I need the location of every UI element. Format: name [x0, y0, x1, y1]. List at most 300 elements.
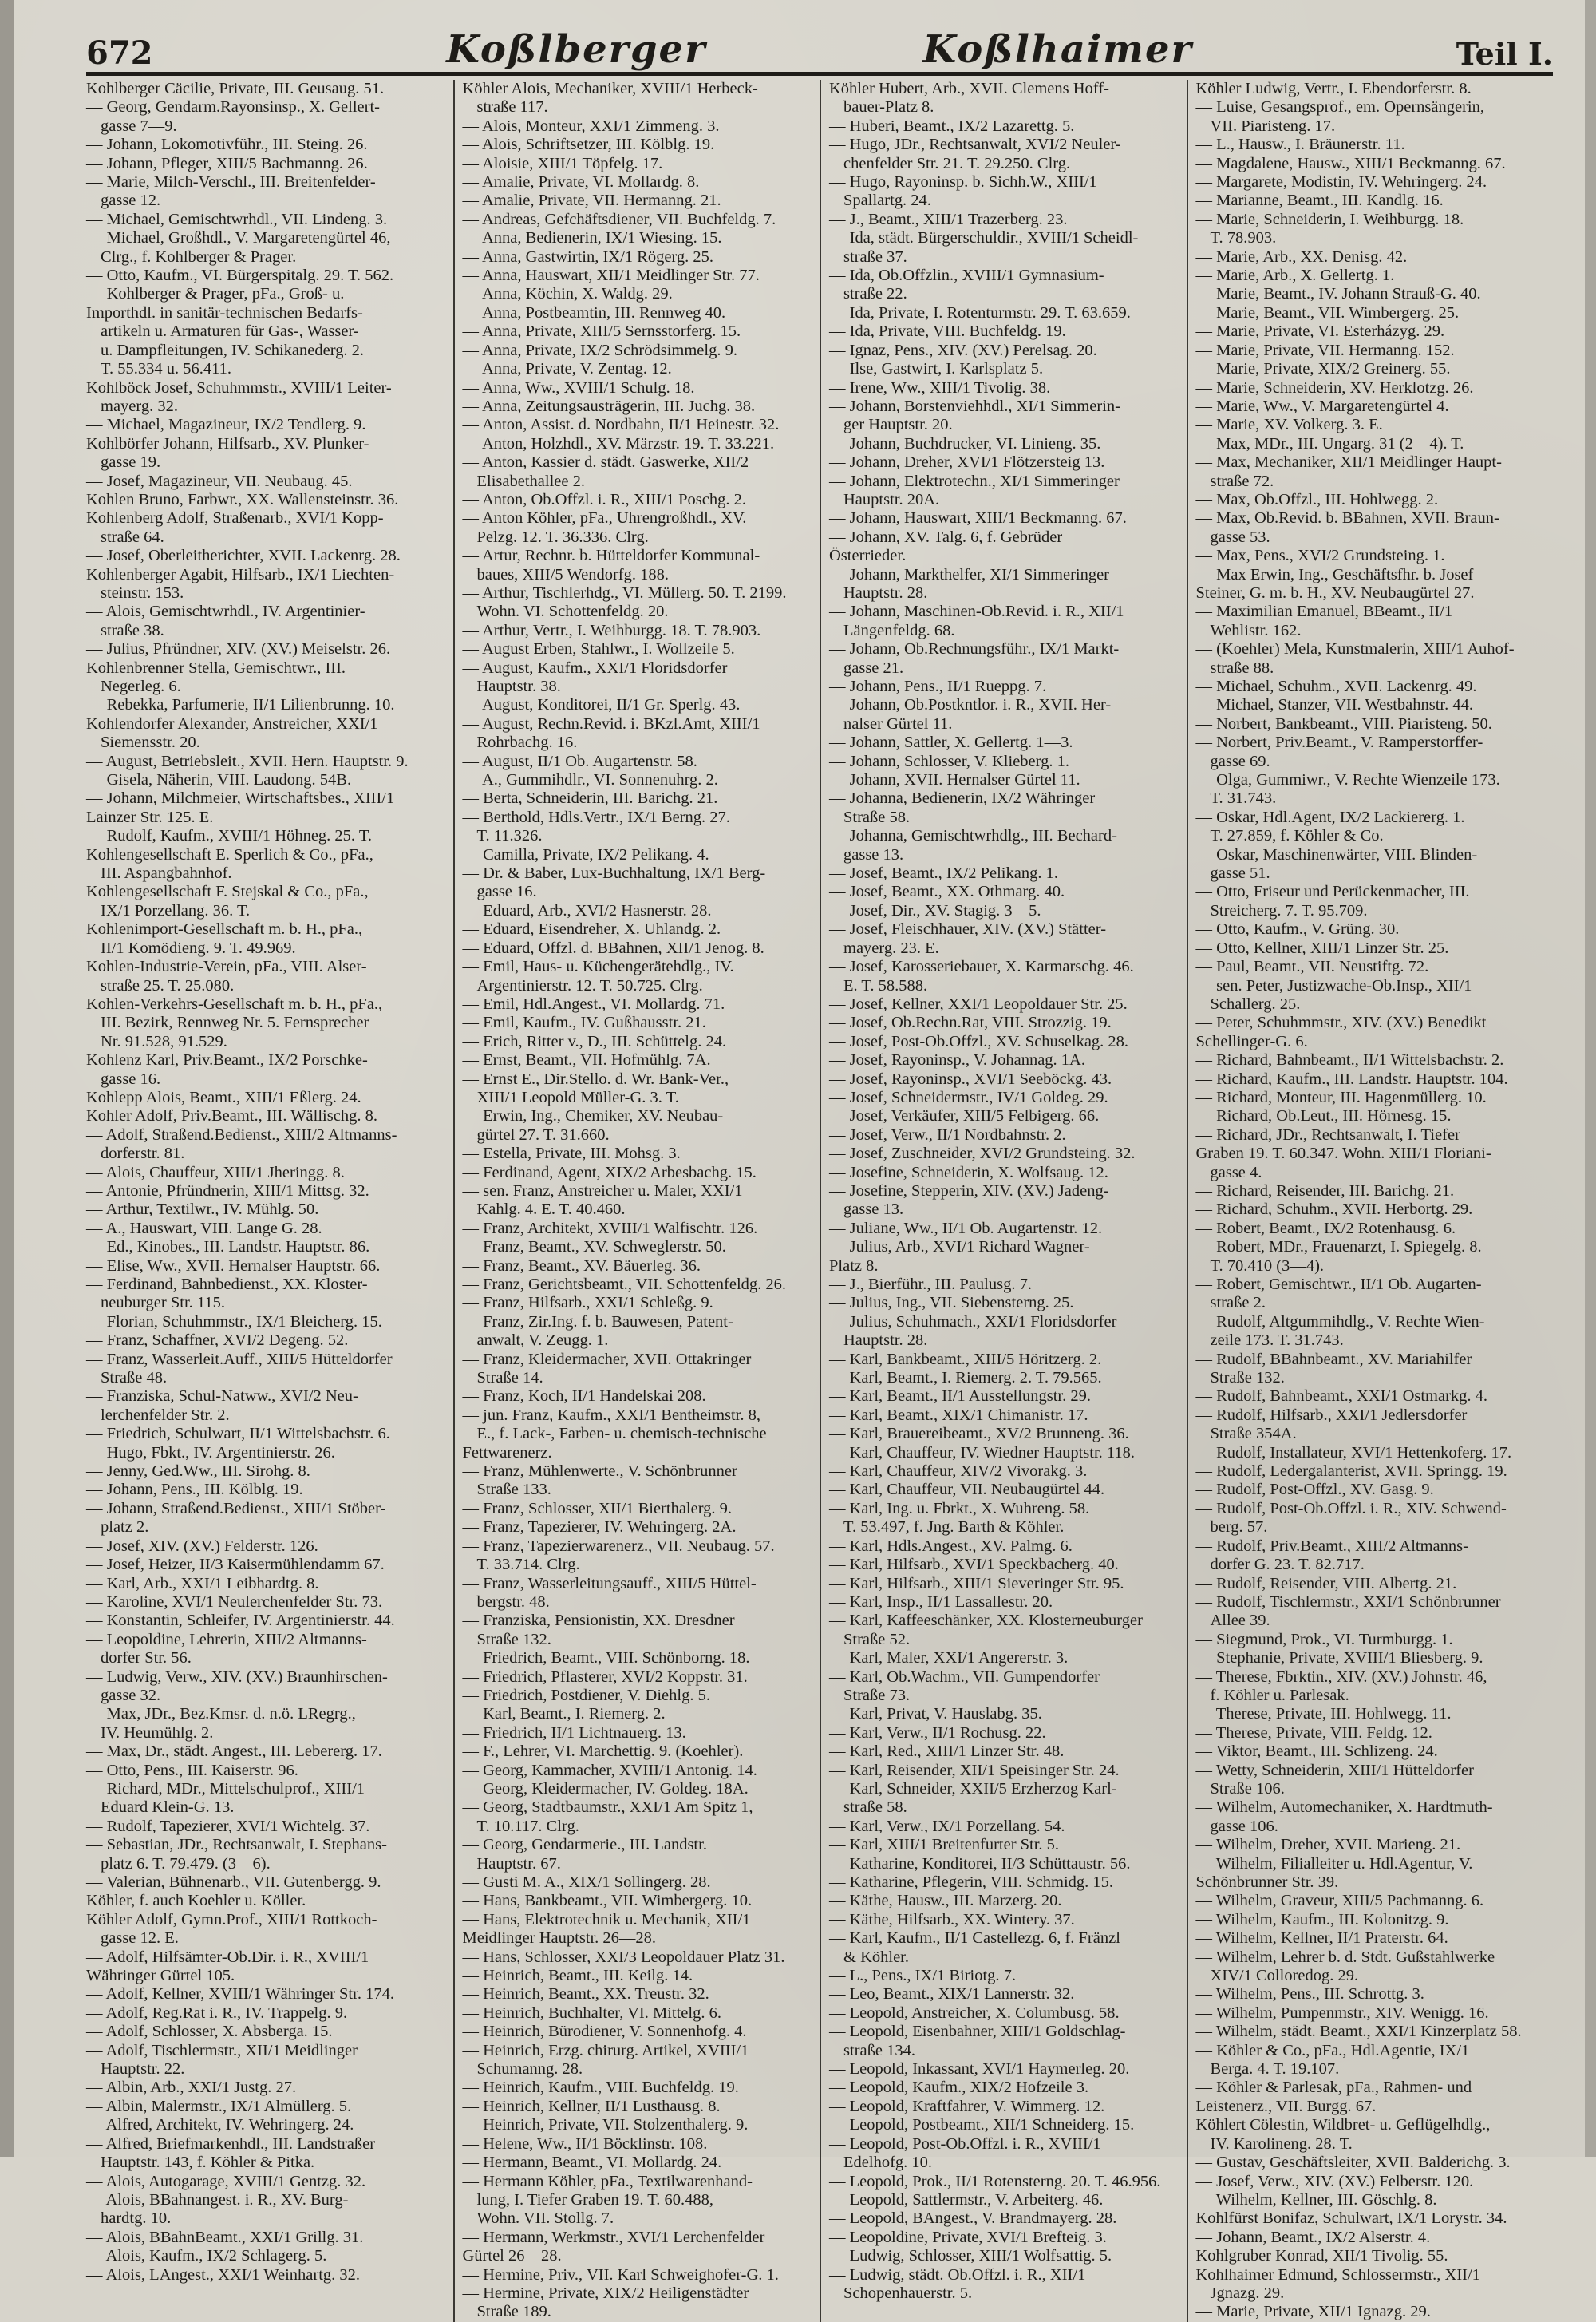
directory-entry-line: — Helene, Ww., II/1 Böcklinstr. 108. [462, 2134, 708, 2153]
directory-entry-line: — Wilhelm, städt. Beamt., XXI/1 Kinzerplatz 58. [1195, 2023, 1522, 2041]
directory-entry-line: — Michael, Großhdl., V. Margaretengürtel 46, [86, 229, 391, 247]
directory-entry-line: Streicherg. 7. T. 95.709. [1210, 901, 1368, 920]
directory-entry-line: — Heinrich, Bürodiener, V. Sonnenhofg. 4. [462, 2023, 747, 2041]
directory-entry-line: — Rudolf, Bahnbeamt., XXI/1 Ostmarkg. 4. [1195, 1387, 1488, 1406]
directory-entry-line: — Johann, Pens., III. Kölblg. 19. [86, 1481, 303, 1499]
directory-entry-line: — August, II/1 Ob. Augartenstr. 58. [462, 752, 697, 770]
directory-entry-line: — Alois, Autogarage, XVIII/1 Gentzg. 32. [86, 2172, 366, 2190]
directory-entry-line: — Arthur, Tischlerhdg., VI. Müllerg. 50. T. 2199. [462, 583, 787, 602]
directory-entry-line: — Wilhelm, Kellner, III. Göschlg. 8. [1195, 2190, 1437, 2209]
directory-entry-line: — Michael, Stanzer, VII. Westbahnstr. 44. [1195, 696, 1473, 714]
directory-entry-line: Köhlert Cölestin, Wildbret- u. Geflügelhdlg., [1195, 2116, 1491, 2134]
directory-entry-line: III. Bezirk, Rennweg Nr. 5. Fernsprecher [101, 1014, 369, 1032]
directory-entry-line: — Johann, Pens., II/1 Rueppg. 7. [829, 678, 1047, 695]
directory-entry-line: — Otto, Pens., III. Kaiserstr. 96. [86, 1761, 298, 1779]
directory-entry-line: gasse 106. [1210, 1817, 1278, 1835]
directory-entry-line: Lainzer Str. 125. E. [86, 808, 214, 826]
directory-entry-line: Kohlböck Josef, Schuhmmstr., XVIII/1 Leiter- [86, 378, 392, 397]
directory-entry-line: — Oskar, Hdl.Agent, IX/2 Lackiererg. 1. [1195, 808, 1465, 826]
directory-entry-line: — Josef, XIV. (XV.) Felderstr. 126. [86, 1537, 318, 1555]
directory-entry-line: steinstr. 153. [101, 583, 184, 602]
directory-entry-line: — Hugo, Fbkt., IV. Argentinierstr. 26. [86, 1443, 335, 1462]
directory-entry-line: — Norbert, Priv.Beamt., V. Ramperstorffer- [1195, 734, 1483, 752]
directory-entry-line: — Anton, Assist. d. Nordbahn, II/1 Heinestr. 32. [462, 416, 780, 434]
directory-entry-line: — Richard, Kaufm., III. Landstr. Hauptstr. 104. [1195, 1070, 1508, 1088]
directory-entry-line: gasse 7—9. [101, 117, 177, 135]
directory-entry-line: — Albin, Malermstr., IX/1 Almüllerg. 5. [86, 2097, 352, 2115]
directory-entry-line: Kohlengesellschaft E. Sperlich & Co., pFa., [86, 845, 373, 864]
directory-entry-line: — Köhler & Parlesak, pFa., Rahmen- und [1195, 2079, 1472, 2097]
directory-entry-line: Platz 8. [829, 1256, 879, 1275]
directory-entry-line: — Josef, Post-Ob.Offzl., XV. Schuselkag. 28. [829, 1032, 1129, 1050]
directory-entry-line: — Leopold, Anstreicher, X. Columbusg. 58. [829, 2004, 1120, 2022]
directory-entry-line: — Irene, Ww., XIII/1 Tivolig. 38. [829, 378, 1051, 397]
directory-entry-line: — Käthe, Hausw., III. Marzerg. 20. [829, 1892, 1062, 1910]
directory-entry-line: Straße 133. [476, 1481, 551, 1499]
directory-entry-line: Spallartg. 24. [843, 192, 931, 210]
directory-entry-line: — Adolf, Hilfsämter-Ob.Dir. i. R., XVIII/1 [86, 1948, 369, 1966]
directory-entry-line: VII. Piaristeng. 17. [1210, 117, 1336, 135]
directory-entry-line: Berga. 4. T. 19.107. [1210, 2060, 1340, 2079]
directory-entry-line: — Ida, städt. Bürgerschuldir., XVIII/1 Scheidl- [829, 229, 1139, 247]
directory-entry-line: — Alois, BBahnangest. i. R., XV. Burg- [86, 2190, 349, 2209]
directory-entry-line: T. 10.117. Clrg. [476, 1817, 579, 1835]
directory-entry-line: — Anna, Postbeamtin, III. Rennweg 40. [462, 303, 726, 322]
directory-entry-line: — Josef, Verkäufer, XIII/5 Felbigerg. 66. [829, 1107, 1100, 1125]
directory-entry-line: — Josefine, Stepperin, XIV. (XV.) Jadeng- [829, 1181, 1109, 1200]
directory-entry-line: baues, XIII/5 Wendorfg. 188. [476, 565, 669, 583]
directory-entry-line: — Marie, XV. Volkerg. 3. E. [1195, 416, 1383, 434]
directory-entry-line: — Johann, Maschinen-Ob.Revid. i. R., XII/1 [829, 603, 1124, 621]
directory-entry-line: Eduard Klein-G. 13. [101, 1798, 235, 1817]
directory-entry-line: — Alfred, Architekt, IV. Wehringerg. 24. [86, 2116, 354, 2134]
directory-entry-line: — Franziska, Schul-Natww., XVI/2 Neu- [86, 1387, 358, 1406]
directory-entry-line: — Hermine, Private, XIX/2 Heiligenstädter [462, 2284, 749, 2302]
directory-entry-line: Gürtel 26—28. [462, 2247, 562, 2265]
directory-entry-line: XIV/1 Colloredog. 29. [1210, 1967, 1359, 1985]
directory-entry-line: — Franz, Tapezierwarenerz., VII. Neubaug. 57. [462, 1537, 775, 1555]
directory-entry-line: gasse 51. [1210, 864, 1270, 883]
directory-entry-line: Hauptstr. 143, f. Köhler & Pitka. [101, 2154, 315, 2172]
directory-entry-line: — Marie, Schneiderin, XV. Herklotzg. 26. [1195, 378, 1474, 397]
directory-entry-line: — Andreas, Gefchäftsdiener, VII. Buchfeldg. 7. [462, 210, 776, 228]
directory-entry-line: — Marie, Private, XII/1 Ignazg. 29. [1195, 2303, 1431, 2321]
directory-entry-line: — Rudolf, Reisender, VIII. Albertg. 21. [1195, 1574, 1457, 1592]
directory-entry-line: — J., Bierführ., III. Paulusg. 7. [829, 1276, 1032, 1293]
directory-entry-line: neuburger Str. 115. [101, 1294, 226, 1312]
directory-entry-line: — Michael, Schuhm., XVII. Lackenrg. 49. [1195, 678, 1477, 695]
directory-entry-line: — Wilhelm, Graveur, XIII/5 Pachmanng. 6. [1195, 1892, 1484, 1910]
directory-entry-line: — Johanna, Gemischtwrhdlg., III. Bechard- [829, 827, 1117, 845]
directory-entry-line: Kohlbörfer Johann, Hilfsarb., XV. Plunker- [86, 434, 369, 453]
directory-entry-line: — Karl, Beamt., II/1 Ausstellungstr. 29. [829, 1387, 1091, 1406]
directory-entry-line: — Antonie, Pfründnerin, XIII/1 Mittsg. 32. [86, 1181, 369, 1200]
directory-entry-line: T. 70.410 (3—4). [1210, 1256, 1325, 1275]
directory-entry-line: — Leopold, Post-Ob.Offzl. i. R., XVIII/1 [829, 2134, 1101, 2153]
directory-entry-line: Straße 189. [476, 2303, 551, 2321]
directory-entry-line: Importhdl. in sanitär-technischen Bedarfs- [86, 303, 363, 322]
directory-entry-line: Köhler Alois, Mechaniker, XVIII/1 Herbeck- [462, 80, 758, 97]
directory-entry-line: — J., Beamt., XIII/1 Trazerberg. 23. [829, 210, 1068, 228]
directory-entry-line: Längenfeldg. 68. [843, 621, 955, 639]
directory-entry-line: Straße 52. [843, 1630, 911, 1648]
directory-entry-line: — Anna, Private, V. Zentag. 12. [462, 360, 672, 378]
directory-entry-line: gasse 21. [843, 659, 904, 677]
directory-entry-line: Hauptstr. 67. [476, 1854, 561, 1873]
directory-entry-line: — Max, Pens., XVI/2 Grundsteing. 1. [1195, 547, 1445, 565]
directory-entry-line: anwalt, V. Zeugg. 1. [476, 1331, 609, 1350]
directory-entry-line: & Köhler. [843, 1948, 909, 1966]
directory-entry-line: Schallerg. 25. [1210, 995, 1301, 1013]
directory-entry-line: — Karl, Hilfsarb., XVI/1 Speckbacherg. 40. [829, 1556, 1119, 1574]
directory-entry-line: — Emil, Kaufm., IV. Gußhausstr. 21. [462, 1014, 706, 1032]
directory-entry-line: Kahlg. 4. E. T. 40.460. [476, 1201, 626, 1219]
directory-entry-line: T. 11.326. [476, 827, 543, 845]
directory-entry-line: IX/1 Porzellang. 36. T. [101, 901, 251, 920]
directory-entry-line: — Albin, Arb., XXI/1 Justg. 27. [86, 2079, 297, 2097]
directory-entry-line: — Oskar, Maschinenwärter, VIII. Blinden- [1195, 845, 1478, 864]
directory-entry-line: — Karl, Schneider, XXII/5 Erzherzog Karl- [829, 1779, 1117, 1798]
directory-entry-line: — Karl, Chauffeur, XIV/2 Vivorakg. 3. [829, 1462, 1088, 1481]
left-running-head: Koßlberger [446, 27, 707, 72]
directory-entry-line: — Heinrich, Buchhalter, VI. Mittelg. 6. [462, 2004, 721, 2022]
directory-entry-line: — Franz, Beamt., XV. Schweglerstr. 50. [462, 1238, 726, 1256]
directory-entry-line: gürtel 27. T. 31.660. [476, 1125, 610, 1144]
directory-entry-line: — Alois, BBahnBeamt., XXI/1 Grillg. 31. [86, 2228, 364, 2246]
directory-entry-line: Kohlen-Industrie-Verein, pFa., VIII. Alser- [86, 958, 367, 976]
directory-entry-line: — Julius, Arb., XVI/1 Richard Wagner- [829, 1238, 1090, 1256]
directory-entry-line: — Richard, Schuhm., XVII. Herbortg. 29. [1195, 1201, 1473, 1219]
directory-entry-line: — Karl, Chauffeur, VII. Neubaugürtel 44. [829, 1481, 1105, 1499]
directory-entry-line: — Emil, Hdl.Angest., VI. Mollardg. 71. [462, 995, 725, 1013]
directory-entry-line: — Heinrich, Kaufm., VIII. Buchfeldg. 19. [462, 2079, 739, 2097]
directory-entry-line: — Karl, Ing. u. Fbrkt., X. Wuhreng. 58. [829, 1499, 1090, 1517]
directory-entry-line: — Marie, Private, VI. Esterházyg. 29. [1195, 322, 1445, 341]
directory-entry-line: Kohler Adolf, Priv.Beamt., III. Wällischg. 8. [86, 1107, 377, 1125]
directory-entry-line: — Max, JDr., Bez.Kmsr. d. n.ö. LRegrg., [86, 1705, 356, 1723]
directory-entry-line: — Ludwig, Schlosser, XIII/1 Wolfsattig. 5. [829, 2247, 1112, 2265]
directory-entry-line: — Estella, Private, III. Mohsg. 3. [462, 1145, 681, 1163]
directory-entry-line: — Alois, Schriftsetzer, III. Kölblg. 19. [462, 136, 715, 154]
directory-entry-line: — Peter, Schuhmmstr., XIV. (XV.) Benedikt [1195, 1014, 1487, 1032]
directory-entry-line: bauer-Platz 8. [843, 98, 934, 117]
directory-entry-line: u. Dampfleitungen, IV. Schikanederg. 2. [101, 341, 365, 359]
directory-entry-line: — Paul, Beamt., VII. Neustiftg. 72. [1195, 958, 1429, 976]
directory-entry-line: — Berthold, Hdls.Vertr., IX/1 Berng. 27. [462, 808, 730, 826]
directory-entry-line: — Max, Dr., städt. Angest., III. Lebererg. 17. [86, 1742, 382, 1761]
directory-entry-line: — Ernst, Beamt., VII. Hofmühlg. 7A. [462, 1051, 711, 1070]
directory-entry-line: — Eduard, Arb., XVI/2 Hasnerstr. 28. [462, 901, 712, 920]
directory-entry-line: Rohrbachg. 16. [476, 734, 578, 752]
directory-entry-line: — Rudolf, Tapezierer, XVI/1 Wichtelg. 37. [86, 1817, 370, 1835]
directory-entry-line: — Leopold, Prok., II/1 Rotensterng. 20. T. 46.956. [829, 2172, 1161, 2190]
directory-entry-line: — Leopold, Kraftfahrer, V. Wimmerg. 12. [829, 2097, 1105, 2115]
directory-entry-line: — Sebastian, JDr., Rechtsanwalt, I. Stephans- [86, 1836, 387, 1854]
directory-entry-line: — Hugo, JDr., Rechtsanwalt, XVI/2 Neuler- [829, 136, 1121, 154]
directory-entry-line: — L., Hausw., I. Bräunerstr. 11. [1195, 136, 1405, 154]
directory-entry-line: — Josef, Beamt., XX. Othmarg. 40. [829, 883, 1065, 901]
directory-entry-line: Kohlenberg Adolf, Straßenarb., XVI/1 Kopp- [86, 509, 384, 528]
directory-entry-line: — Anton Köhler, pFa., Uhrengroßhdl., XV. [462, 509, 747, 528]
directory-entry-line: — sen. Peter, Justizwache-Ob.Insp., XII/1 [1195, 976, 1472, 995]
directory-entry-line: — Karl, Kaufm., II/1 Castellezg. 6, f. Fränzl [829, 1929, 1120, 1948]
directory-entry-line: — Amalie, Private, VII. Hermanng. 21. [462, 192, 721, 210]
directory-entry-line: Schopenhauerstr. 5. [843, 2284, 973, 2302]
directory-entry-line: Straße 354A. [1210, 1425, 1297, 1443]
directory-entry-line: Straße 73. [843, 1686, 911, 1704]
directory-entry-line: — Anna, Köchin, X. Waldg. 29. [462, 285, 673, 303]
directory-entry-line: — Anton, Kassier d. städt. Gaswerke, XII/2 [462, 453, 749, 472]
directory-entry-line: — Josef, Zuschneider, XVI/2 Grundsteing. 32. [829, 1145, 1136, 1163]
directory-entry-line: — Max, MDr., III. Ungarg. 31 (2—4). T. [1195, 434, 1464, 453]
directory-entry-line: — Ferdinand, Agent, XIX/2 Arbesbachg. 15. [462, 1163, 757, 1181]
directory-entry-line: — Karl, Chauffeur, IV. Wiedner Hauptstr. 118. [829, 1443, 1136, 1462]
directory-entry-line: gasse 69. [1210, 752, 1270, 770]
directory-entry-line: — Ida, Private, VIII. Buchfeldg. 19. [829, 322, 1066, 341]
directory-entry-line: — Josef, Magazineur, VII. Neubaug. 45. [86, 472, 353, 490]
directory-entry-line: — Katharine, Konditorei, II/3 Schüttaustr. 56. [829, 1854, 1131, 1873]
directory-entry-line: Hauptstr. 28. [843, 583, 928, 602]
directory-entry-line: — Köhler & Co., pFa., Hdl.Agentie, IX/1 [1195, 2041, 1470, 2059]
directory-entry-line: — Josef, Verw., II/1 Nordbahnstr. 2. [829, 1125, 1066, 1144]
directory-entry-line: — Adolf, Schlosser, X. Absberga. 15. [86, 2023, 333, 2041]
directory-entry-line: — Franz, Kleidermacher, XVII. Ottakringer [462, 1350, 752, 1368]
directory-entry-line: straße 64. [101, 528, 164, 546]
directory-entry-line: — Johann, Straßend.Bedienst., XIII/1 Stöber- [86, 1499, 386, 1517]
directory-entry-line: hardtg. 10. [101, 2209, 172, 2228]
directory-entry-line: — Eduard, Offzl. d. BBahnen, XII/1 Jenog. 8. [462, 939, 764, 957]
directory-entry-line: — Margarete, Modistin, IV. Wehringerg. 24. [1195, 173, 1487, 192]
directory-entry-line: — Anna, Gastwirtin, IX/1 Rögerg. 25. [462, 247, 713, 266]
directory-entry-line: Allee 39. [1210, 1612, 1270, 1630]
directory-entry-line: — Josef, Dir., XV. Stagig. 3—5. [829, 901, 1041, 920]
directory-entry-line: — Marie, Arb., XX. Denisg. 42. [1195, 247, 1408, 266]
directory-entry-line: — Karoline, XVI/1 Neulerchenfelder Str. 73. [86, 1592, 383, 1611]
directory-entry-line: — Johann, Sattler, X. Gellertg. 1—3. [829, 734, 1073, 752]
directory-entry-line: — Heinrich, Erzg. chirurg. Artikel, XVIII/1 [462, 2041, 749, 2059]
directory-entry-line: T. 27.859, f. Köhler & Co. [1210, 827, 1384, 845]
directory-entry-line: Kohlenz Karl, Priv.Beamt., IX/2 Porschke- [86, 1051, 368, 1070]
directory-entry-line: — Alois, Kaufm., IX/2 Schlagerg. 5. [86, 2247, 327, 2265]
directory-entry-line: — Otto, Kaufm., VI. Bürgerspitalg. 29. T. 562. [86, 267, 394, 285]
directory-entry-line: — Jenny, Ged.Ww., III. Sirohg. 8. [86, 1462, 310, 1481]
directory-entry-line: Fettwarenerz. [462, 1443, 552, 1462]
directory-entry-line: — Franz, Koch, II/1 Handelskai 208. [462, 1387, 706, 1406]
directory-entry-line: gasse 13. [843, 1201, 904, 1219]
directory-entry-line: — Julius, Ing., VII. Siebensterng. 25. [829, 1294, 1074, 1312]
directory-entry-line: — Leopold, Postbeamt., XII/1 Schneiderg. 15. [829, 2116, 1135, 2134]
directory-entry-line: — Marie, Beamt., VII. Wimbergerg. 25. [1195, 303, 1460, 322]
directory-entry-line: mayerg. 32. [101, 397, 178, 415]
directory-entry-line: — sen. Franz, Anstreicher u. Maler, XXI/1 [462, 1181, 743, 1200]
directory-entry-line: Kohlgruber Konrad, XII/1 Tivolig. 55. [1195, 2247, 1448, 2265]
directory-entry-line: — Hans, Schlosser, XXI/3 Leopoldauer Platz 31. [462, 1948, 785, 1966]
directory-entry-line: — Franz, Beamt., XV. Bäuerleg. 36. [462, 1256, 701, 1275]
directory-entry-line: — Georg, Gendarm.Rayonsinsp., X. Gellert- [86, 98, 380, 117]
right-running-head: Koßlhaimer [922, 27, 1193, 72]
directory-entry-line: — Anton, Holzhdl., XV. Märzstr. 19. T. 33.221. [462, 434, 775, 453]
directory-entry-line: IV. Karolineng. 28. T. [1210, 2134, 1353, 2153]
directory-entry-line: platz 2. [101, 1518, 149, 1537]
directory-entry-line: berg. 57. [1210, 1518, 1268, 1537]
directory-entry-line: IV. Heumühlg. 2. [101, 1723, 214, 1742]
directory-entry-line: — Johann, Milchmeier, Wirtschaftsbes., XIII/1 [86, 789, 395, 808]
directory-entry-line: — Rebekka, Parfumerie, II/1 Lilienbrunng. 10. [86, 696, 395, 714]
directory-column-2 [453, 80, 820, 2322]
directory-entry-line: — Friedrich, II/1 Lichtnauerg. 13. [462, 1723, 686, 1742]
directory-entry-line: straße 22. [843, 285, 907, 303]
directory-entry-line: — Hermann Köhler, pFa., Textilwarenhand- [462, 2172, 753, 2190]
directory-entry-line: — Richard, MDr., Mittelschulprof., XIII/1 [86, 1779, 365, 1798]
directory-entry-line: — Adolf, Reg.Rat i. R., IV. Trappelg. 9. [86, 2004, 348, 2022]
directory-entry-line: Köhler, f. auch Koehler u. Köller. [86, 1892, 306, 1910]
directory-entry-line: straße 58. [843, 1798, 907, 1817]
directory-entry-line: straße 37. [843, 247, 907, 266]
directory-entry-line: — Rudolf, Post-Offzl., XV. Gasg. 9. [1195, 1481, 1434, 1499]
directory-entry-line: — Richard, Ob.Leut., III. Hörnesg. 15. [1195, 1107, 1452, 1125]
directory-entry-line: — L., Pens., IX/1 Biriotg. 7. [829, 1967, 1017, 1985]
directory-entry-line: E., f. Lack-, Farben- u. chemisch-technische [476, 1425, 767, 1443]
directory-entry-line: — Josef, Fleischhauer, XIV. (XV.) Stätter- [829, 920, 1107, 939]
directory-entry-line: Kohlepp Alois, Beamt., XIII/1 Eßlerg. 24. [86, 1088, 361, 1106]
directory-entry-line: Wehlistr. 162. [1210, 621, 1302, 639]
directory-entry-line: Kohlengesellschaft F. Stejskal & Co., pFa., [86, 883, 369, 901]
directory-entry-line: — Heinrich, Private, VII. Stolzenthalerg. 9. [462, 2116, 749, 2134]
directory-entry-line: — Wilhelm, Dreher, XVII. Marieng. 21. [1195, 1836, 1461, 1854]
directory-entry-line: Leistenerz., VII. Burgg. 67. [1195, 2097, 1377, 2115]
directory-entry-line: — Rudolf, Post-Ob.Offzl. i. R., XIV. Schwend- [1195, 1499, 1507, 1517]
directory-entry-line: — Wilhelm, Filialleiter u. Hdl.Agentur, V. [1195, 1854, 1473, 1873]
directory-entry-line: — Gisela, Näherin, VIII. Laudong. 54B. [86, 771, 352, 789]
directory-entry-line: — Josef, Heizer, II/3 Kaisermühlendamm 67. [86, 1556, 385, 1574]
directory-entry-line: — Ludwig, Verw., XIV. (XV.) Braunhirschen- [86, 1667, 388, 1686]
directory-entry-line: — Anna, Bedienerin, IX/1 Wiesing. 15. [462, 229, 722, 247]
directory-entry-line: — Rudolf, Altgummihdlg., V. Rechte Wien- [1195, 1312, 1485, 1331]
directory-entry-line: Hauptstr. 22. [101, 2060, 185, 2079]
directory-entry-line: — Georg, Kleidermacher, IV. Goldeg. 18A. [462, 1779, 749, 1798]
directory-entry-line: — Hermann, Werkmstr., XVI/1 Lerchenfelder [462, 2228, 765, 2246]
directory-entry-line: Währinger Gürtel 105. [86, 1967, 235, 1985]
directory-entry-line: — Max Erwin, Ing., Geschäftsfhr. b. Josef [1195, 565, 1474, 583]
directory-entry-line: gasse 12. [101, 192, 161, 210]
directory-entry-line: — Luise, Gesangsprof., em. Opernsängerin, [1195, 98, 1485, 117]
directory-entry-line: — Katharine, Pflegerin, VIII. Schmidg. 15. [829, 1873, 1114, 1891]
directory-entry-line: gasse 13. [843, 845, 904, 864]
directory-entry-line: Negerleg. 6. [101, 678, 181, 695]
directory-entry-line: — Hans, Elektrotechnik u. Mechanik, XII/1 [462, 1910, 751, 1928]
directory-entry-line: — Karl, Beamt., I. Riemerg. 2. [462, 1705, 666, 1723]
directory-entry-line: — Maximilian Emanuel, BBeamt., II/1 [1195, 603, 1453, 621]
directory-entry-line: Köhler Adolf, Gymn.Prof., XIII/1 Rottkoch- [86, 1910, 377, 1928]
directory-entry-line: — Käthe, Hilfsarb., XX. Wintery. 37. [829, 1910, 1075, 1928]
directory-column-3 [820, 80, 1187, 2322]
directory-entry-line: — Rudolf, Kaufm., XVIII/1 Höhneg. 25. T. [86, 827, 372, 845]
directory-entry-line: — Rudolf, Hilfsarb., XXI/1 Jedlersdorfer [1195, 1406, 1468, 1424]
directory-entry-line: — August Erben, Stahlwr., I. Wollzeile 5. [462, 640, 735, 659]
directory-entry-line: — Georg, Stadtbaumstr., XXI/1 Am Spitz 1, [462, 1798, 753, 1817]
directory-entry-line: — Karl, XIII/1 Breitenfurter Str. 5. [829, 1836, 1060, 1854]
directory-entry-line: — Emil, Haus- u. Küchengerätehdlg., IV. [462, 958, 734, 976]
directory-entry-line: — Arthur, Textilwr., IV. Mühlg. 50. [86, 1201, 319, 1219]
directory-entry-line: — Olga, Gummiwr., V. Rechte Wienzeile 173. [1195, 771, 1500, 789]
directory-entry-line: — Gustav, Geschäftsleiter, XVII. Balderichg. 3. [1195, 2154, 1511, 2172]
directory-entry-line: — Max, Ob.Offzl., III. Hohlwegg. 2. [1195, 490, 1439, 508]
directory-entry-line: Edelhofg. 10. [843, 2154, 933, 2172]
directory-entry-line: Straße 106. [1210, 1779, 1285, 1798]
directory-entry-line: — Ernst E., Dir.Stello. d. Wr. Bank-Ver., [462, 1070, 729, 1088]
directory-entry-line: — Leo, Beamt., XIX/1 Lannerstr. 32. [829, 1985, 1075, 2004]
directory-entry-line: — Adolf, Straßend.Bedienst., XIII/2 Altmanns- [86, 1125, 397, 1144]
directory-entry-line: Clrg., f. Kohlberger & Prager. [101, 247, 297, 266]
directory-entry-line: — Ida, Ob.Offzlin., XVIII/1 Gymnasium- [829, 267, 1104, 285]
directory-entry-line: — August, Konditorei, II/1 Gr. Sperlg. 43. [462, 696, 741, 714]
directory-entry-line: — Wilhelm, Kellner, II/1 Praterstr. 64. [1195, 1929, 1448, 1948]
directory-entry-line: — Alois, Monteur, XXI/1 Zimmeng. 3. [462, 117, 720, 135]
directory-entry-line: Graben 19. T. 60.347. Wohn. XIII/1 Floriani- [1195, 1145, 1491, 1163]
directory-entry-line: Straße 48. [101, 1369, 168, 1387]
directory-entry-line: — Otto, Kaufm., V. Grüng. 30. [1195, 920, 1400, 939]
directory-entry-line: — Karl, Hilfsarb., XIII/1 Sieveringer Str. 95. [829, 1574, 1124, 1592]
directory-entry-line: — Heinrich, Beamt., XX. Treustr. 32. [462, 1985, 709, 2004]
directory-entry-line: — Leopold, Kaufm., XIX/2 Hofzeile 3. [829, 2079, 1089, 2097]
directory-entry-line: — Johann, Dreher, XVI/1 Flötzersteig 13. [829, 453, 1105, 472]
directory-entry-line: — (Koehler) Mela, Kunstmalerin, XIII/1 Auhof- [1195, 640, 1515, 659]
directory-entry-line: gasse 4. [1210, 1163, 1262, 1181]
directory-entry-line: Straße 14. [476, 1369, 543, 1387]
directory-entry-line: — Karl, Maler, XXI/1 Angererstr. 3. [829, 1649, 1069, 1667]
directory-entry-line: — Karl, Brauereibeamt., XV/2 Brunneng. 36. [829, 1425, 1129, 1443]
directory-entry-line: — Therese, Private, III. Hohlwegg. 11. [1195, 1705, 1452, 1723]
directory-entry-line: — Karl, Privat, V. Hauslabg. 35. [829, 1705, 1042, 1723]
directory-entry-line: — Ilse, Gastwirt, I. Karlsplatz 5. [829, 360, 1044, 378]
directory-entry-line: — Franz, Zir.Ing. f. b. Bauwesen, Patent- [462, 1312, 733, 1331]
directory-entry-line: — Therese, Fbrktin., XIV. (XV.) Johnstr. 46, [1195, 1667, 1487, 1686]
directory-entry-line: bergstr. 48. [476, 1592, 550, 1611]
directory-entry-line: — Michael, Magazineur, IX/2 Tendlerg. 9. [86, 416, 366, 434]
directory-entry-line: straße 38. [101, 621, 164, 639]
directory-entry-line: — Alois, Gemischtwrhdl., IV. Argentinier- [86, 603, 365, 621]
directory-entry-line: — Alfred, Briefmarkenhdl., III. Landstraßer [86, 2134, 376, 2153]
directory-entry-line: straße 88. [1210, 659, 1274, 677]
directory-entry-line: Nr. 91.528, 91.529. [101, 1032, 227, 1050]
directory-entry-line: — Wilhelm, Automechaniker, X. Hardtmuth- [1195, 1798, 1493, 1817]
directory-entry-line: — Johann, Ob.Postkntlor. i. R., XVII. Her- [829, 696, 1112, 714]
directory-entry-line: — Leopold, BAngest., V. Brandmayerg. 28. [829, 2209, 1117, 2228]
directory-entry-line: — Robert, Beamt., IX/2 Rotenhausg. 6. [1195, 1219, 1456, 1237]
directory-columns [86, 80, 1553, 2321]
directory-entry-line: — Gusti M. A., XIX/1 Sollingerg. 28. [462, 1873, 711, 1891]
directory-entry-line: — Heinrich, Kellner, II/1 Lusthausg. 8. [462, 2097, 721, 2115]
directory-entry-line: — Marianne, Beamt., III. Kandlg. 16. [1195, 192, 1444, 210]
directory-entry-line: Hauptstr. 20A. [843, 490, 940, 508]
directory-entry-line: T. 33.714. Clrg. [476, 1556, 580, 1574]
directory-entry-line: Kohlen Bruno, Farbwr., XX. Wallensteinstr. 36. [86, 490, 399, 508]
directory-entry-line: — Karl, Hdls.Angest., XV. Palmg. 6. [829, 1537, 1073, 1555]
directory-entry-line: — Josef, Ob.Rechn.Rat, VIII. Strozzig. 19. [829, 1014, 1112, 1032]
directory-entry-line: — Friedrich, Beamt., VIII. Schönborng. 18. [462, 1649, 750, 1667]
directory-entry-line: — Stephanie, Private, XVIII/1 Bliesberg. 9. [1195, 1649, 1483, 1667]
directory-entry-line: gasse 16. [101, 1070, 161, 1088]
directory-entry-line: — Julius, Schuhmach., XXI/1 Floridsdorfer [829, 1312, 1117, 1331]
directory-entry-line: lung, I. Tiefer Graben 19. T. 60.488, [476, 2190, 713, 2209]
directory-entry-line: — Franz, Wasserleit.Auff., XIII/5 Hütteldorfer [86, 1350, 393, 1368]
directory-entry-line: Kohlhaimer Edmund, Schlossermstr., XII/1 [1195, 2265, 1480, 2284]
directory-entry-line: — A., Hauswart, VIII. Lange G. 28. [86, 1219, 322, 1237]
directory-entry-line: Straße 58. [843, 808, 911, 826]
directory-entry-line: f. Köhler u. Parlesak. [1210, 1686, 1349, 1704]
directory-entry-line: nalser Gürtel 11. [843, 714, 953, 733]
directory-entry-line: — Karl, Ob.Wachm., VII. Gumpendorfer [829, 1667, 1100, 1686]
